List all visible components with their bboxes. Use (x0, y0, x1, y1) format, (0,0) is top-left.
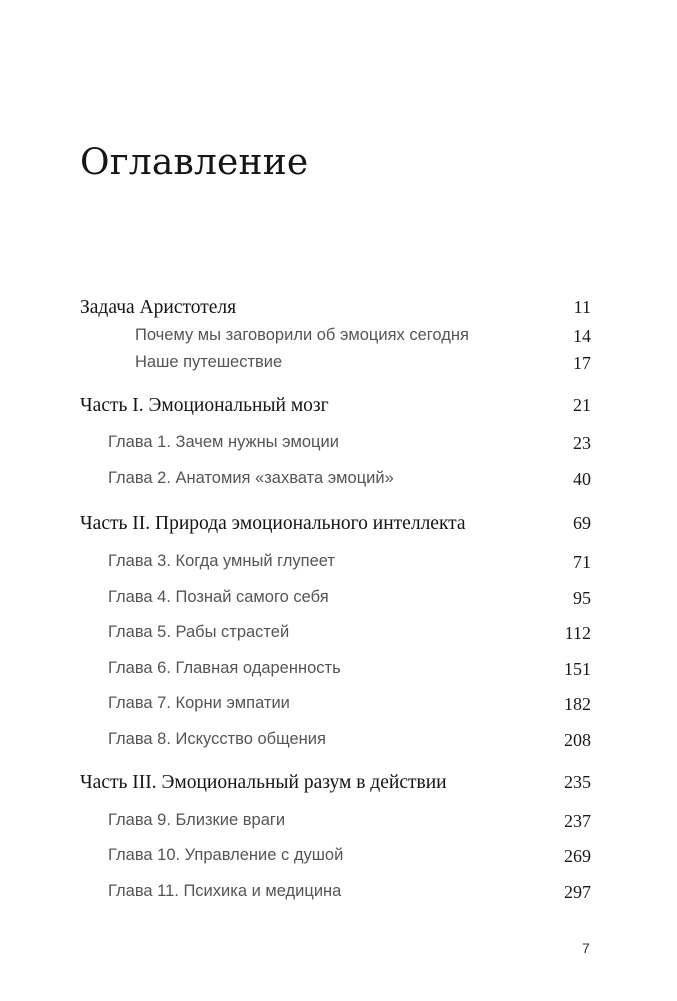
toc-entry-chapter-4[interactable] (80, 588, 591, 614)
page-number: 7 (582, 940, 590, 956)
toc-entry-page: 11 (573, 297, 591, 317)
toc-entry-page: 71 (573, 552, 591, 572)
toc-entry-page: 237 (564, 811, 591, 831)
toc-entry-our-journey[interactable] (80, 353, 591, 379)
toc-entry-chapter-3[interactable] (80, 552, 591, 578)
toc-entry-part-1[interactable] (80, 395, 591, 421)
toc-entry-page: 40 (573, 469, 591, 489)
toc-entry-chapter-5[interactable] (80, 623, 591, 649)
toc-entry-why-emotions-today[interactable] (80, 326, 591, 352)
toc-entry-page: 14 (573, 326, 591, 346)
toc-entry-page: 235 (564, 772, 591, 792)
toc-entry-page: 182 (564, 694, 591, 714)
toc-entry-label: Глава 5. Рабы страстей (108, 623, 290, 641)
toc-entry-label: Часть I. Эмоциональный мозг (80, 395, 329, 416)
toc-entry-label: Глава 7. Корни эмпатии (108, 694, 290, 712)
toc-entry-page: 69 (573, 513, 591, 533)
toc-entry-chapter-7[interactable] (80, 694, 591, 720)
toc-entry-page: 17 (573, 353, 591, 373)
toc-entry-chapter-2[interactable] (80, 469, 591, 495)
toc-entry-page: 21 (573, 395, 591, 415)
toc-entry-label: Почему мы заговорили об эмоциях сегодня (135, 326, 469, 344)
toc-entry-page: 151 (564, 659, 591, 679)
toc-entry-chapter-6[interactable] (80, 659, 591, 685)
toc-entry-page: 297 (564, 882, 591, 902)
toc-entry-label: Часть II. Природа эмоционального интеллекта (80, 513, 466, 534)
toc-entry-label: Глава 9. Близкие враги (108, 811, 286, 829)
toc-entry-page: 95 (573, 588, 591, 608)
toc-entry-label: Задача Аристотеля (80, 297, 237, 318)
toc-entry-chapter-1[interactable] (80, 433, 591, 459)
toc-entry-chapter-9[interactable] (80, 811, 591, 837)
toc-entry-label: Глава 3. Когда умный глупеет (108, 552, 335, 570)
page-title: Оглавление (80, 142, 309, 183)
toc-entry-aristotle[interactable] (80, 297, 591, 323)
toc-entry-part-3[interactable] (80, 772, 591, 798)
toc-entry-chapter-8[interactable] (80, 730, 591, 756)
toc-entry-label: Глава 10. Управление с душой (108, 846, 344, 864)
toc-entry-label: Глава 4. Познай самого себя (108, 588, 329, 606)
toc-entry-label: Глава 6. Главная одаренность (108, 659, 341, 677)
toc-entry-label: Глава 11. Психика и медицина (108, 882, 342, 900)
toc-entry-label: Наше путешествие (135, 353, 283, 371)
toc-entry-page: 112 (564, 623, 591, 643)
toc-entry-label: Глава 2. Анатомия «захвата эмоций» (108, 469, 394, 487)
toc-entry-label: Часть III. Эмоциональный разум в действии (80, 772, 447, 793)
toc-entry-part-2[interactable] (80, 513, 591, 539)
toc-entry-page: 269 (564, 846, 591, 866)
toc-entry-chapter-11[interactable] (80, 882, 591, 908)
toc-entry-page: 208 (564, 730, 591, 750)
toc-entry-label: Глава 1. Зачем нужны эмоции (108, 433, 339, 451)
toc-entry-label: Глава 8. Искусство общения (108, 730, 326, 748)
toc-entry-chapter-10[interactable] (80, 846, 591, 872)
toc-entry-page: 23 (573, 433, 591, 453)
